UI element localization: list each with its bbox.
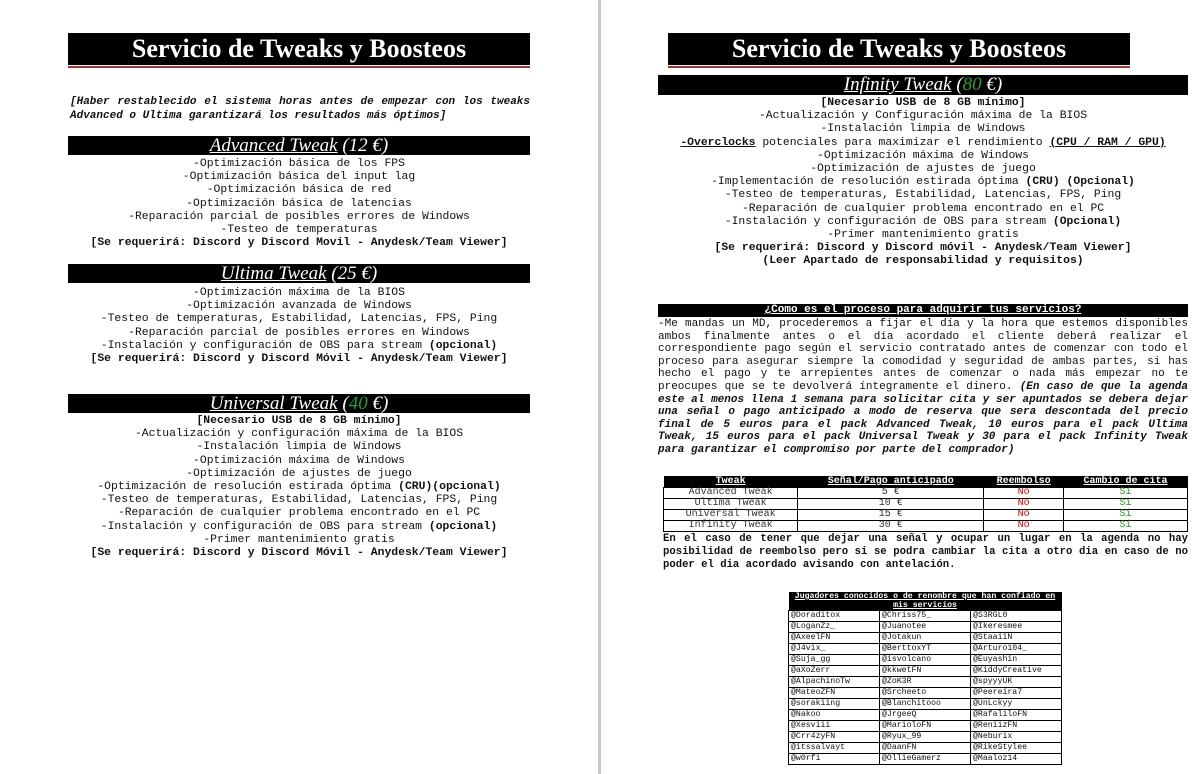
table-cell: 10 €	[798, 499, 984, 510]
player-handle: @Maaloz14	[971, 754, 1062, 765]
player-handle: @Suja_gg	[789, 655, 880, 666]
list-item: -Instalación y configuración de OBS para stream (opcional)	[100, 520, 498, 533]
table-cell: Si	[1064, 488, 1188, 499]
player-handle: @KiddyCreative	[971, 666, 1062, 677]
table-row	[789, 633, 1062, 644]
list-item: -Reparación parcial de posibles errores en Windows	[128, 326, 470, 339]
list-item: -Testeo de temperaturas	[220, 223, 378, 236]
table-header-row	[664, 476, 1188, 488]
column-header: Tweak	[664, 476, 798, 488]
player-handle: @Euyashin	[971, 655, 1062, 666]
list-item: -Optimización básica del input lag	[182, 171, 416, 184]
universal-tweak-list	[40, 415, 558, 560]
list-item: -Optimización máxima de Windows	[193, 454, 405, 467]
player-handle: @Xesviii	[789, 721, 880, 732]
responsibility-note: (Leer Apartado de responsabilidad y requisitos)	[762, 255, 1084, 268]
list-item: -Instalación limpia de Windows	[820, 123, 1026, 136]
player-handle: @Juanotee	[880, 622, 971, 633]
column-header: Cambio de cita	[1064, 476, 1188, 488]
requirement-note: [Se requerirá: Discord y Discord Movil - Anydesk/Team Viewer]	[90, 237, 508, 250]
list-item: -Primer mantenimiento gratis	[203, 533, 395, 546]
advanced-tweak-heading: Advanced Tweak (12 €)	[68, 136, 530, 155]
intro-note: [Haber restablecido el sistema horas antes de empezar con los tweaks Advanced o Ultima garantizará los resultados más óptimos]	[70, 96, 530, 122]
player-handle: @OllieGamerz	[880, 754, 971, 765]
player-handle: @LoganZz_	[789, 622, 880, 633]
table-header-row	[789, 592, 1062, 611]
player-handle: @AlpachinoTw	[789, 677, 880, 688]
list-item: -Instalación limpia de Windows	[196, 441, 402, 454]
table-row	[789, 732, 1062, 743]
list-item: -Primer mantenimiento gratis	[827, 228, 1019, 241]
player-handle: @S3RGL0	[971, 611, 1062, 622]
list-item: -Optimización avanzada de Windows	[186, 300, 412, 313]
universal-tweak-heading: Universal Tweak (40 €)	[68, 394, 530, 413]
table-row	[789, 710, 1062, 721]
table-row	[789, 644, 1062, 655]
table-cell: 15 €	[798, 510, 984, 521]
player-handle: @Peereira7	[971, 688, 1062, 699]
table-row	[789, 754, 1062, 765]
player-handle: @Neburix	[971, 732, 1062, 743]
list-item: -Optimización básica de los FPS	[193, 158, 405, 170]
player-handle: @kkwetFN	[880, 666, 971, 677]
process-text: -Me mandas un MD, procederemos a fijar el día y la hora que estemos disponibles ambos finalmente antes o el día acordado el cliente deberá realizar el correspondiente pago según el servicio contratado antes de comenzar con todo el proceso para asegurar siempre la comodidad y seguridad de ambas partes, si has hecho el pago y te arrepientes antes de comenzar o nada más empezar no te preocupes que se te devolverá íntegramente el dinero. (En caso de que la agenda este al menos llena 1 semana para solicitar cita y ser apuntados se debera dejar una señal o pago anticipado a modo de reserva que sera descontada del precio final de 5 euros para el pack Advanced Tweak, 10 euros para el pack Ultima Tweak, 15 euros para el pack Universal Tweak y 30 para el pack Infinity Tweak para garantizar el compromiso por parte del comprador)	[658, 318, 1188, 456]
table-cell: No	[984, 521, 1064, 532]
table-cell: Si	[1064, 521, 1188, 532]
table-cell: No	[984, 499, 1064, 510]
player-handle: @spyyyUK	[971, 677, 1062, 688]
player-handle: @JrgeeQ	[880, 710, 971, 721]
player-handle: @J4vix_	[789, 644, 880, 655]
list-item: -Reparación parcial de posibles errores de Windows	[128, 210, 470, 223]
list-item: -Optimización básica de red	[206, 184, 392, 197]
table-row	[664, 510, 1188, 521]
table-row	[789, 655, 1062, 666]
player-handle: @isvolcano	[880, 655, 971, 666]
table-row	[789, 743, 1062, 754]
table-row	[789, 622, 1062, 633]
player-handle: @aXoZerr	[789, 666, 880, 677]
player-handle: @Arturo104_	[971, 644, 1062, 655]
table-cell: Advanced Tweak	[664, 488, 798, 499]
advanced-tweak-list	[40, 158, 558, 250]
table-row	[664, 488, 1188, 499]
list-item: -Reparación de cualquier problema encontrado en el PC	[741, 202, 1105, 215]
player-handle: @MateoZFN	[789, 688, 880, 699]
table-row	[789, 677, 1062, 688]
table-row	[789, 688, 1062, 699]
player-handle: @ZoK3R	[880, 677, 971, 688]
player-handle: @UnLckyy	[971, 699, 1062, 710]
player-handle: @sorakiing	[789, 699, 880, 710]
list-item: -Testeo de temperaturas, Estabilidad, Latencias, FPS, Ping	[100, 494, 498, 507]
ultima-tweak-heading: Ultima Tweak (25 €)	[68, 264, 530, 283]
column-header: Señal/Pago anticipado	[798, 476, 984, 488]
player-handle: @Blanchitooo	[880, 699, 971, 710]
list-item: -Actualización y configuración máxima de la BIOS	[134, 428, 464, 441]
list-item: -Testeo de temperaturas, Estabilidad, Latencias, FPS, Ping	[100, 313, 498, 326]
player-handle: @Nakoo	[789, 710, 880, 721]
left-page-title: Servicio de Tweaks y Boosteos	[68, 33, 530, 65]
requirement-note: [Se requerirá: Discord y Discord móvil - Anydesk/Team Viewer]	[714, 242, 1132, 255]
players-table	[788, 592, 1062, 765]
list-item: -Optimización máxima de la BIOS	[193, 287, 405, 299]
player-handle: @AxeelFN	[789, 633, 880, 644]
player-handle: @MarioloFN	[880, 721, 971, 732]
ultima-tweak-list	[40, 287, 558, 366]
list-item: -Instalación y configuración de OBS para stream (opcional)	[100, 339, 498, 352]
player-handle: @RafaliloFN	[971, 710, 1062, 721]
player-handle: @Crr4zyFN	[789, 732, 880, 743]
table-row	[789, 611, 1062, 622]
list-item: -Optimización básica de latencias	[186, 197, 412, 210]
table-row	[789, 699, 1062, 710]
player-handle: @Ryux_99	[880, 732, 971, 743]
list-item: -Optimización de ajustes de juego	[186, 467, 412, 480]
table-row	[789, 721, 1062, 732]
usb-requirement: [Necesario USB de 8 GB mínimo]	[196, 415, 402, 427]
player-handle: @Srcheeto	[880, 688, 971, 699]
player-handle: @itssalvayt	[789, 743, 880, 754]
requirement-note: [Se requerirá: Discord y Discord Móvil - Anydesk/Team Viewer]	[90, 352, 508, 365]
player-handle: @RikeStylee	[971, 743, 1062, 754]
right-page-title: Servicio de Tweaks y Boosteos	[668, 33, 1130, 65]
table-cell: Ultima Tweak	[664, 499, 798, 510]
list-item: -Optimización de resolución estirada óptima (CRU)(opcional)	[97, 480, 501, 493]
player-handle: @w0rfi	[789, 754, 880, 765]
infinity-tweak-heading: Infinity Tweak (80 €)	[658, 75, 1188, 95]
column-header: Reembolso	[984, 476, 1064, 488]
table-cell: No	[984, 488, 1064, 499]
table-row	[664, 521, 1188, 532]
list-item: -Actualización y Configuración máxima de la BIOS	[758, 110, 1088, 123]
infinity-tweak-list	[640, 97, 1200, 268]
player-handle: @Doraditox	[789, 611, 880, 622]
list-item: -Reparación de cualquier problema encontrado en el PC	[117, 507, 481, 520]
table-cell: Infinity Tweak	[664, 521, 798, 532]
requirement-note: [Se requerirá: Discord y Discord Móvil - Anydesk/Team Viewer]	[90, 546, 508, 559]
table-cell: Si	[1064, 499, 1188, 510]
pricing-note: En el caso de tener que dejar una señal y ocupar un lugar en la agenda no hay posibilidad de reembolso pero si se podra cambiar la cita a otro dia en caso de no poder el dia acordado avisando con antelación.	[663, 533, 1188, 571]
table-cell: 30 €	[798, 521, 984, 532]
list-item: -Instalación y configuración de OBS para stream (Opcional)	[724, 215, 1122, 228]
player-handle: @BerttoxYT	[880, 644, 971, 655]
table-cell: Si	[1064, 510, 1188, 521]
table-row	[789, 666, 1062, 677]
process-heading: ¿Como es el proceso para adquirir tus servicios?	[658, 304, 1188, 317]
player-handle: @StaaiiN	[971, 633, 1062, 644]
players-heading: Jugadores conocidos o de renombre que han confiado en mis servicios	[789, 592, 1062, 611]
table-cell: No	[984, 510, 1064, 521]
list-item: -Testeo de temperaturas, Estabilidad, Latencias, FPS, Ping	[724, 189, 1122, 202]
player-handle: @ReniizFN	[971, 721, 1062, 732]
table-cell: 5 €	[798, 488, 984, 499]
list-item: -Implementación de resolución estirada óptima (CRU) (Opcional)	[711, 176, 1135, 189]
pricing-table	[663, 476, 1188, 532]
table-row	[664, 499, 1188, 510]
player-handle: @Jotakun	[880, 633, 971, 644]
usb-requirement: [Necesario USB de 8 GB mínimo]	[820, 97, 1026, 109]
player-handle: @Ikeresmee	[971, 622, 1062, 633]
players-body	[789, 611, 1062, 765]
list-item: -Overclocks potenciales para maximizar el rendimiento (CPU / RAM / GPU)	[680, 136, 1166, 149]
list-item: -Optimización de ajustes de juego	[810, 162, 1036, 175]
table-cell: Universal Tweak	[664, 510, 798, 521]
player-handle: @DaanFN	[880, 743, 971, 754]
player-handle: @Chriss75_	[880, 611, 971, 622]
list-item: -Optimización máxima de Windows	[817, 149, 1029, 162]
